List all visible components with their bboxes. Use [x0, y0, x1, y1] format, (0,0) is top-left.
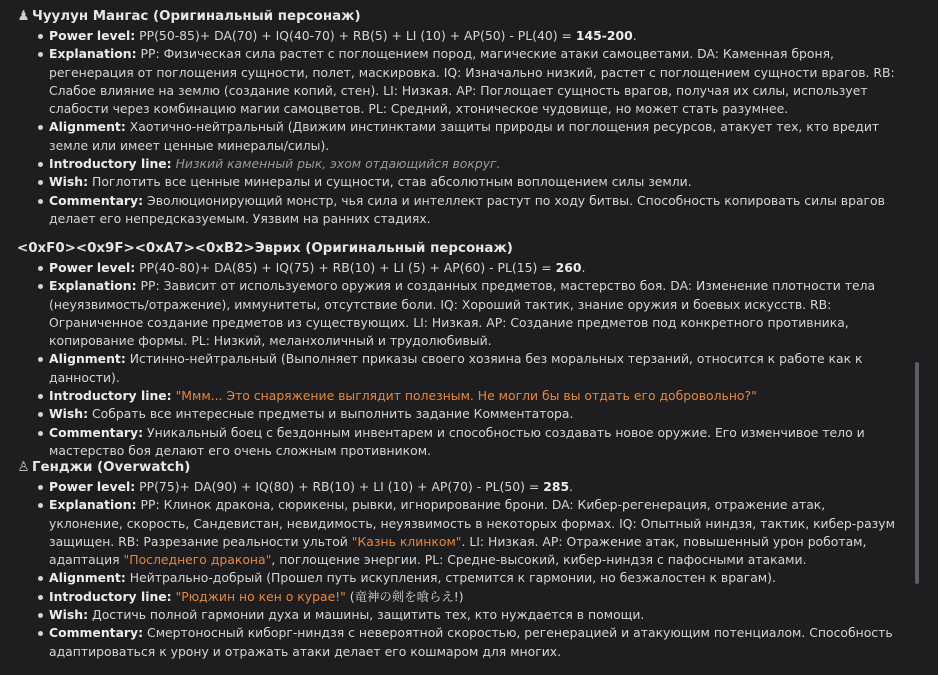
- character-title: ♟ Чуулун Мангас (Оригинальный персонаж): [17, 6, 897, 27]
- power-level-value: 145-200: [575, 28, 633, 43]
- character-fields: [17, 259, 897, 460]
- power-level-item: Power level: PP(75)+ DA(90) + IQ(80) + RB(10) + LI (10) + AP(70) - PL(50) = 285.: [17, 478, 897, 496]
- intro-line-item: Introductory line: "Рюджин но кен о курае!" (竜神の剣を喰らえ!): [17, 588, 897, 606]
- alignment-item: Alignment: Истинно-нейтральный (Выполняет приказы своего хозяина без моральных терзаний, относится к работе как к данности).: [17, 350, 897, 387]
- character-section: [17, 6, 897, 238]
- wish-item: Wish: Собрать все интересные предметы и выполнить задание Комментатора.: [17, 405, 897, 423]
- power-level-value: 285: [543, 479, 570, 494]
- wish-item: Wish: Поглотить все ценные минералы и сущности, став абсолютным воплощением силы земли.: [17, 173, 897, 191]
- chat-response: [17, 6, 897, 657]
- wish-item: Wish: Достичь полной гармонии духа и машины, защитить тех, кто нуждается в помощи.: [17, 606, 897, 624]
- explanation-item: Explanation: PP: Физическая сила растет с поглощением пород, магические атаки самоцветами. DA: Каменная броня, регенерация от поглощения сущности, полет, маскировка. IQ: Изначально низкий, растет с поглощением сущности врагов. RB: Слабое влияние на землю (создание копий, стен). LI: Низкая. AP: Поглощает сущность врагов, получая их силы, использует слабости через комбинацию магии самоцветов. PL: Средний, хтоническое чудовище, но может стать разумнее.: [17, 45, 897, 118]
- explanation-item: Explanation: PP: Клинок дракона, сюрикены, рывки, игнорирование брони. DA: Кибер-регенерация, отражение атак, уклонение, скорость, Сандевистан, невидимость, неуязвимость в некоторых формах. IQ: Опытный ниндзя, тактик, кибер-разум защищен. RB: Разрезание реальности ультой "Казнь клинком". LI: Низкая. AP: Отражение атак, повышенный урон роботам, адаптация "Последнего дракона", поглощение энергии. PL: Средне-высокий, кибер-ниндзя с пафосными атаками.: [17, 496, 897, 569]
- character-section: [17, 457, 897, 657]
- character-fields: [17, 27, 897, 228]
- character-fields: [17, 478, 897, 661]
- character-section: [17, 238, 897, 457]
- intro-line-item: Introductory line: Низкий каменный рык, эхом отдающийся вокруг.: [17, 155, 897, 173]
- power-level-item: Power level: PP(40-80)+ DA(85) + IQ(75) + RB(10) + LI (5) + AP(60) - PL(15) = 260.: [17, 259, 897, 277]
- explanation-item: Explanation: PP: Зависит от используемого оружия и созданных предметов, мастерство боя. DA: Изменение плотности тела (неуязвимость/отражение), иммунитеты, отсутствие боли. IQ: Хороший тактик, знание оружия и боевых искусств. RB: Ограниченное создание предметов из существующих. LI: Низкая. AP: Создание предметов под конкретного противника, копирование формы. PL: Низкий, меланхоличный и трудолюбивый.: [17, 277, 897, 350]
- character-title: ♙ Генджи (Overwatch): [17, 457, 897, 478]
- vertical-scrollbar-thumb[interactable]: [915, 362, 919, 584]
- alignment-item: Alignment: Хаотично-нейтральный (Движим инстинктами защиты природы и поглощения ресурсов, атакует тех, кто вредит земле или имеет ценные минералы/силы).: [17, 118, 897, 155]
- commentary-item: Commentary: Смертоносный киборг-ниндзя с невероятной скоростью, регенерацией и атакующим потенциалом. Способность адаптироваться к урону и отражать атаки делает его кошмаром для многих.: [17, 624, 897, 661]
- commentary-item: Commentary: Эволюционирующий монстр, чья сила и интеллект растут по ходу битвы. Способность копировать силы врагов делает его непредсказуемым. Уязвим на ранних стадиях.: [17, 192, 897, 229]
- chess-pawn-icon: ♟: [17, 9, 30, 24]
- intro-line-item: Introductory line: "Ммм... Это снаряжение выглядит полезным. Не могли бы вы отдать его добровольно?": [17, 387, 897, 405]
- alignment-item: Alignment: Нейтрально-добрый (Прошел путь искупления, стремится к гармонии, но безжалостен к врагам).: [17, 569, 897, 587]
- commentary-item: Commentary: Уникальный боец с бездонным инвентарем и способностью создавать новое оружие. Его изменчивое тело и мастерство боя делают его очень сложным противником.: [17, 424, 897, 461]
- ninja-icon: ♙: [17, 460, 30, 475]
- character-title: <0xF0><0x9F><0xA7><0xB2>Эврих (Оригинальный персонаж): [17, 241, 513, 256]
- power-level-item: Power level: PP(50-85)+ DA(70) + IQ(40-70) + RB(5) + LI (10) + AP(50) - PL(40) = 145-200.: [17, 27, 897, 45]
- power-level-value: 260: [555, 260, 582, 275]
